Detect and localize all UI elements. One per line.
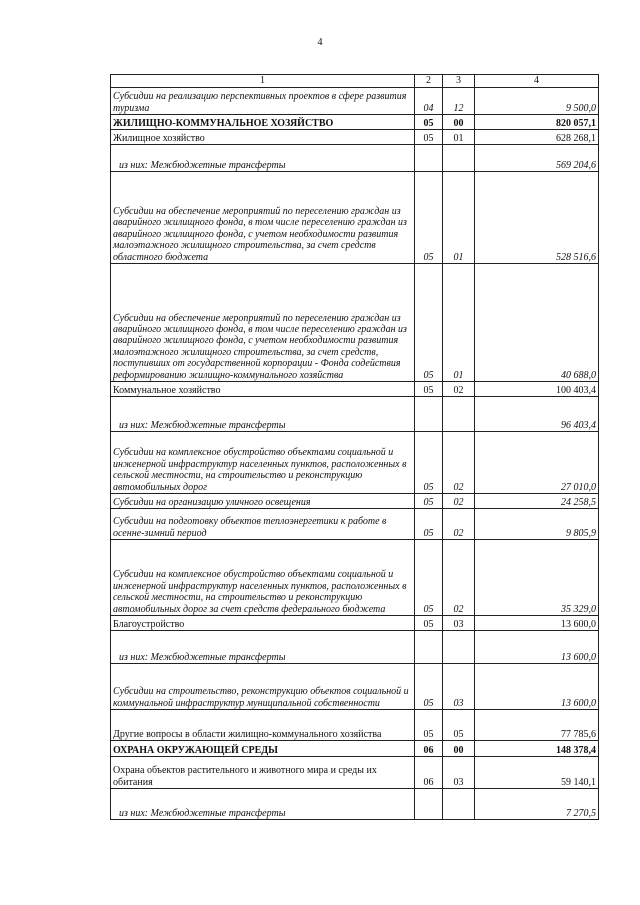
- row-subsection: [443, 789, 475, 820]
- row-section: 05: [415, 382, 443, 397]
- row-name: Субсидии на обеспечение мероприятий по переселению граждан из аварийного жилищного фонда, в том числе переселению граждан из аварийного жилищного фонда, с учетом необходимости развития малоэтажного жилищного строительства, за счет средств областного бюджета: [111, 172, 415, 264]
- row-name: Охрана объектов растительного и животного мира и среды их обитания: [111, 757, 415, 789]
- row-subsection: 02: [443, 494, 475, 509]
- row-name: ЖИЛИЩНО-КОММУНАЛЬНОЕ ХОЗЯЙСТВО: [111, 115, 415, 130]
- row-amount: 35 329,0: [475, 540, 599, 616]
- row-section: 05: [415, 509, 443, 540]
- row-section: 04: [415, 88, 443, 115]
- row-amount: 77 785,6: [475, 710, 599, 741]
- row-subsection: 01: [443, 264, 475, 382]
- row-section: [415, 789, 443, 820]
- table-row: [111, 432, 599, 494]
- row-section: 05: [415, 494, 443, 509]
- row-subsection: [443, 145, 475, 172]
- table-row: [111, 130, 599, 145]
- table-row: [111, 710, 599, 741]
- row-amount: 9 500,0: [475, 88, 599, 115]
- row-subsection: 01: [443, 172, 475, 264]
- row-amount: 59 140,1: [475, 757, 599, 789]
- row-amount: 13 600,0: [475, 664, 599, 710]
- header-col-2: 2: [415, 75, 443, 88]
- table-row: [111, 741, 599, 757]
- row-subsection: [443, 397, 475, 432]
- row-subsection: [443, 631, 475, 664]
- row-subsection: 03: [443, 664, 475, 710]
- row-name: Другие вопросы в области жилищно-коммунального хозяйства: [111, 710, 415, 741]
- row-amount: 13 600,0: [475, 616, 599, 631]
- row-subsection: 12: [443, 88, 475, 115]
- row-name: Субсидии на комплексное обустройство объектами социальной и инженерной инфраструктур населенных пунктов, расположенных в сельской местности, на строительство и реконструкцию автомобильных дорог: [111, 432, 415, 494]
- row-section: 05: [415, 616, 443, 631]
- row-subsection: 03: [443, 757, 475, 789]
- row-name: Субсидии на организацию уличного освещения: [111, 494, 415, 509]
- row-name: Коммунальное хозяйство: [111, 382, 415, 397]
- table-row: [111, 757, 599, 789]
- row-subsection: 02: [443, 509, 475, 540]
- row-amount: 13 600,0: [475, 631, 599, 664]
- row-section: 05: [415, 540, 443, 616]
- row-name: Субсидии на комплексное обустройство объектами социальной и инженерной инфраструктур населенных пунктов, расположенных в сельской местности, на строительство и реконструкцию автомобильных дорог за счет средств федерального бюджета: [111, 540, 415, 616]
- row-section: 06: [415, 757, 443, 789]
- row-subsection: 00: [443, 741, 475, 757]
- row-subsection: 00: [443, 115, 475, 130]
- row-section: 05: [415, 664, 443, 710]
- row-section: 06: [415, 741, 443, 757]
- table-header-row: [111, 75, 599, 88]
- header-col-1: 1: [111, 75, 415, 88]
- row-name: Жилищное хозяйство: [111, 130, 415, 145]
- row-section: 05: [415, 130, 443, 145]
- row-name: из них: Межбюджетные трансферты: [111, 397, 415, 432]
- row-subsection: 03: [443, 616, 475, 631]
- row-subsection: 02: [443, 382, 475, 397]
- row-amount: 148 378,4: [475, 741, 599, 757]
- row-name: из них: Межбюджетные трансферты: [111, 789, 415, 820]
- table-row: [111, 264, 599, 382]
- row-name: Субсидии на подготовку объектов теплоэнергетики к работе в осенне-зимний период: [111, 509, 415, 540]
- row-name: Благоустройство: [111, 616, 415, 631]
- row-amount: 9 805,9: [475, 509, 599, 540]
- row-amount: 628 268,1: [475, 130, 599, 145]
- table-row: [111, 664, 599, 710]
- row-name: из них: Межбюджетные трансферты: [111, 631, 415, 664]
- row-subsection: 05: [443, 710, 475, 741]
- row-amount: 528 516,6: [475, 172, 599, 264]
- row-section: [415, 145, 443, 172]
- row-amount: 40 688,0: [475, 264, 599, 382]
- table-row: [111, 509, 599, 540]
- row-name: Субсидии на строительство, реконструкцию объектов социальной и коммунальной инфраструктур муниципальной собственности: [111, 664, 415, 710]
- page-number: 4: [317, 37, 323, 48]
- row-section: 05: [415, 710, 443, 741]
- row-subsection: 02: [443, 432, 475, 494]
- row-name: ОХРАНА ОКРУЖАЮЩЕЙ СРЕДЫ: [111, 741, 415, 757]
- table-row: [111, 172, 599, 264]
- row-amount: 24 258,5: [475, 494, 599, 509]
- row-section: [415, 631, 443, 664]
- row-section: 05: [415, 432, 443, 494]
- table-row: [111, 789, 599, 820]
- row-amount: 96 403,4: [475, 397, 599, 432]
- table-row: [111, 540, 599, 616]
- table-row: [111, 616, 599, 631]
- row-subsection: 02: [443, 540, 475, 616]
- row-amount: 820 057,1: [475, 115, 599, 130]
- table-row: [111, 397, 599, 432]
- table-row: [111, 88, 599, 115]
- row-amount: 569 204,6: [475, 145, 599, 172]
- row-name: из них: Межбюджетные трансферты: [111, 145, 415, 172]
- row-amount: 7 270,5: [475, 789, 599, 820]
- table-row: [111, 115, 599, 130]
- row-section: 05: [415, 264, 443, 382]
- table-row: [111, 494, 599, 509]
- header-col-4: 4: [475, 75, 599, 88]
- row-subsection: 01: [443, 130, 475, 145]
- table-row: [111, 145, 599, 172]
- row-amount: 27 010,0: [475, 432, 599, 494]
- row-name: Субсидии на обеспечение мероприятий по переселению граждан из аварийного жилищного фонда, в том числе переселению граждан из аварийного жилищного фонда, с учетом необходимости развития малоэтажного жилищного строительства, за счет средств, поступивших от государственной корпорации - Фонда содействия реформированию жилищно-коммунального хозяйства: [111, 264, 415, 382]
- row-amount: 100 403,4: [475, 382, 599, 397]
- row-section: [415, 397, 443, 432]
- row-section: 05: [415, 172, 443, 264]
- budget-table: [110, 74, 599, 820]
- table-row: [111, 382, 599, 397]
- row-name: Субсидии на реализацию перспективных проектов в сфере развития туризма: [111, 88, 415, 115]
- table-row: [111, 631, 599, 664]
- row-section: 05: [415, 115, 443, 130]
- header-col-3: 3: [443, 75, 475, 88]
